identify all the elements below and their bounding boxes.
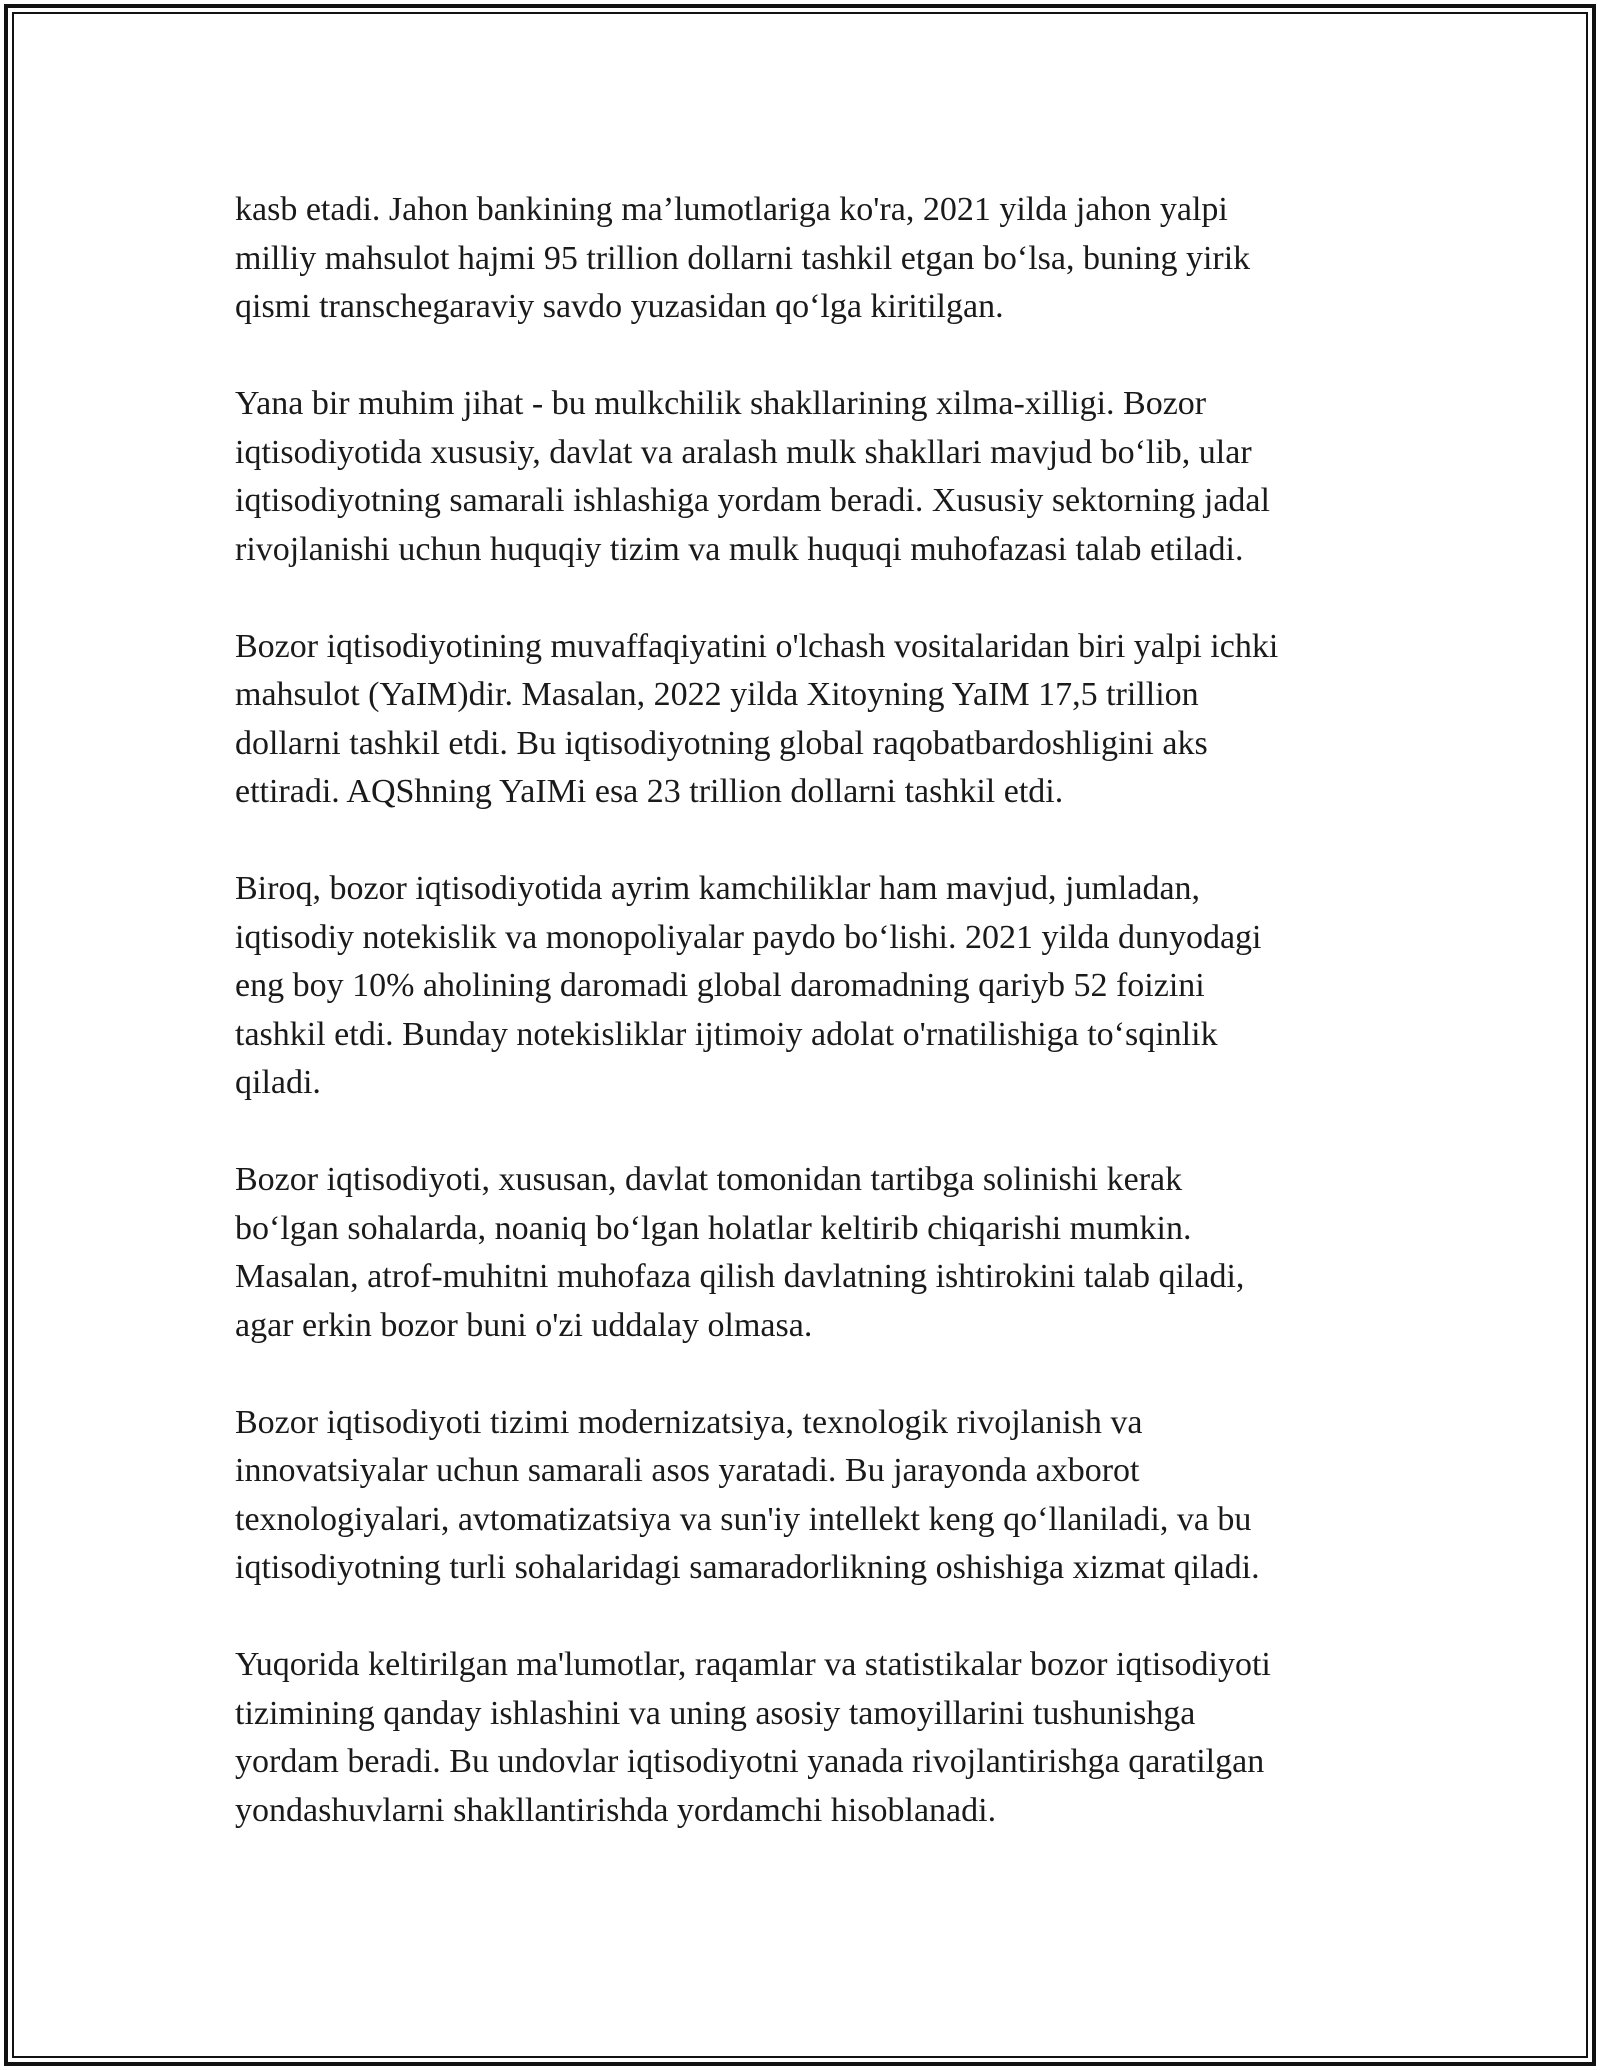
text-line: kasb etadi. Jahon bankining ma’lumotlariga ko'ra, 2021 yilda jahon yalpi (235, 191, 1228, 228)
text-line: texnologiyalari, avtomatizatsiya va sun'iy intellekt keng qo‘llaniladi, va bu (235, 1500, 1252, 1538)
text-line: milliy mahsulot hajmi 95 trillion dollarni tashkil etgan bo‘lsa, buning yirik (235, 239, 1251, 277)
text-line: tizimining qanday ishlashini va uning asosiy tamoyillarini tushunishga (235, 1694, 1196, 1732)
text-line: qismi transchegaraviy savdo yuzasidan qo‘lga kiritilgan. (235, 288, 1004, 325)
text-line: qiladi. (235, 1064, 321, 1101)
text-line: agar erkin bozor buni o'zi uddalay olmasa. (235, 1306, 813, 1344)
text-line: tashkil etdi. Bunday notekisliklar ijtimoiy adolat o'rnatilishiga to‘sqinlik (235, 1015, 1218, 1053)
text-line: dollarni tashkil etdi. Bu iqtisodiyotning global raqobatbardoshligini aks (235, 724, 1208, 762)
text-line: iqtisodiy notekislik va monopoliyalar paydo bo‘lishi. 2021 yilda dunyodagi (235, 918, 1262, 956)
text-line: mahsulot (YaIM)dir. Masalan, 2022 yilda Xitoyning YaIM 17,5 trillion (235, 676, 1199, 713)
text-line: ettiradi. AQShning YaIMi esa 23 trillion dollarni tashkil etdi. (235, 773, 1064, 810)
text-line: Masalan, atrof-muhitni muhofaza qilish davlatning ishtirokini talab qiladi, (235, 1258, 1245, 1295)
text-line: innovatsiyalar uchun samarali asos yaratadi. Bu jarayonda axborot (235, 1452, 1140, 1489)
paragraph-4 (235, 865, 1375, 1108)
text-line: iqtisodiyotning samarali ishlashiga yordam beradi. Xususiy sektorning jadal (235, 482, 1270, 519)
paragraph-6 (235, 1399, 1375, 1593)
text-line: Bozor iqtisodiyotining muvaffaqiyatini o'lchash vositalaridan biri yalpi ichki (235, 627, 1279, 665)
text-line: Yuqorida keltirilgan ma'lumotlar, raqamlar va statistikalar bozor iqtisodiyoti (235, 1646, 1271, 1683)
paragraph-3 (235, 623, 1375, 817)
text-line: yordam beradi. Bu undovlar iqtisodiyotni yanada rivojlantirishga qaratilgan (235, 1743, 1265, 1780)
document-body (235, 186, 1375, 1884)
text-line: Bozor iqtisodiyoti, xususan, davlat tomonidan tartibga solinishi kerak (235, 1161, 1183, 1198)
paragraph-5 (235, 1156, 1375, 1350)
text-line: Biroq, bozor iqtisodiyotida ayrim kamchiliklar ham mavjud, jumladan, (235, 870, 1201, 907)
text-line: bo‘lgan sohalarda, noaniq bo‘lgan holatlar keltirib chiqarishi mumkin. (235, 1209, 1192, 1247)
text-line: Yana bir muhim jihat - bu mulkchilik shakllarining xilma-xilligi. Bozor (235, 385, 1207, 422)
paragraph-7 (235, 1641, 1375, 1835)
text-line: rivojlanishi uchun huquqiy tizim va mulk huquqi muhofazasi talab etiladi. (235, 530, 1244, 568)
text-line: Bozor iqtisodiyoti tizimi modernizatsiya, texnologik rivojlanish va (235, 1403, 1143, 1441)
text-line: yondashuvlarni shakllantirishda yordamchi hisoblanadi. (235, 1791, 997, 1829)
text-line: iqtisodiyotning turli sohalaridagi samaradorlikning oshishiga xizmat qiladi. (235, 1549, 1260, 1586)
paragraph-1 (235, 186, 1375, 332)
text-line: iqtisodiyotida xususiy, davlat va aralash mulk shakllari mavjud bo‘lib, ular (235, 433, 1252, 471)
paragraph-2 (235, 380, 1375, 574)
text-line: eng boy 10% aholining daromadi global daromadning qariyb 52 foizini (235, 967, 1205, 1004)
